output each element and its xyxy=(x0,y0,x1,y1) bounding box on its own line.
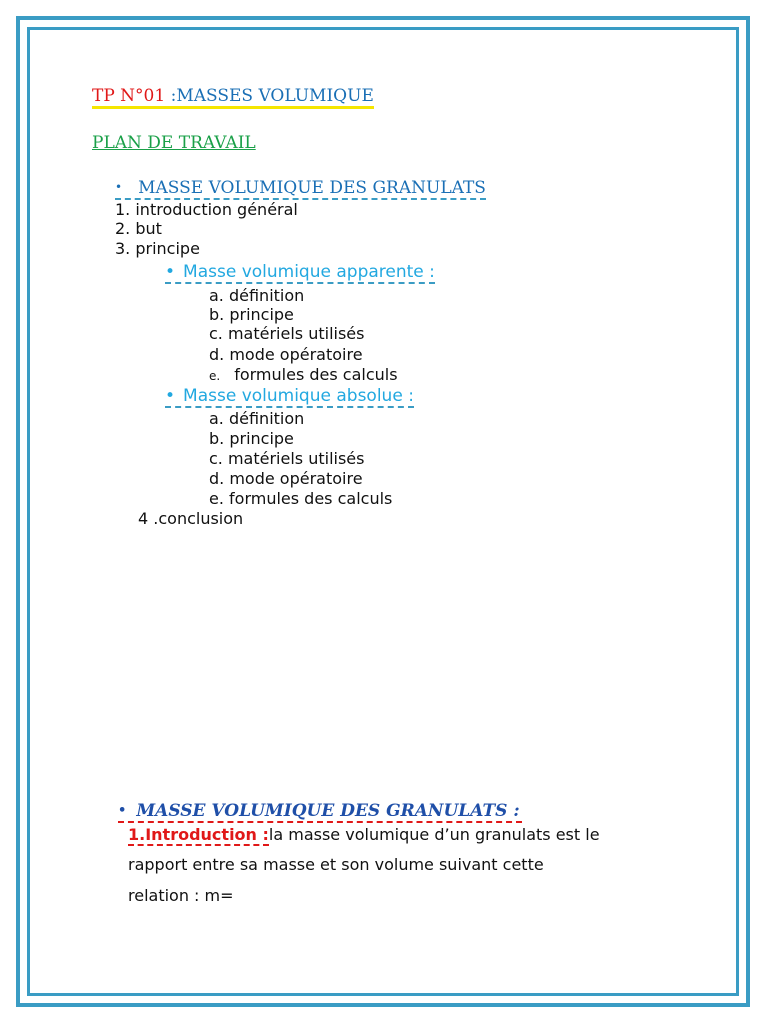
document-title xyxy=(92,86,374,106)
toc-item-1: 1. introduction général xyxy=(115,200,298,219)
apparente-item-d: d. mode opératoire xyxy=(209,345,363,364)
bullet-icon: • xyxy=(118,803,127,818)
item-e-text: formules des calculs xyxy=(234,365,398,384)
apparente-item-a: a. définition xyxy=(209,286,305,305)
absolue-item-a: a. définition xyxy=(209,409,305,428)
toc-section-title: MASSE VOLUMIQUE DES GRANULATS xyxy=(138,178,486,198)
intro-line-3: relation : m= xyxy=(128,886,234,905)
absolue-item-c: c. matériels utilisés xyxy=(209,449,365,468)
title-highlight xyxy=(92,86,374,109)
intro-text-1: la masse volumique d’un granulats est le xyxy=(268,825,600,844)
toc-item-2: 2. but xyxy=(115,219,162,238)
bullet-icon: • xyxy=(165,386,176,406)
intro-label: 1.Introduction : xyxy=(128,825,269,844)
body-section-heading xyxy=(118,801,522,823)
toc-conclusion: 4 .conclusion xyxy=(138,509,244,528)
apparente-item-e xyxy=(209,365,398,384)
absolue-heading xyxy=(165,386,414,408)
plan-heading: PLAN DE TRAVAIL xyxy=(92,133,256,153)
intro-line-1 xyxy=(128,825,600,844)
bullet-icon: • xyxy=(115,180,123,194)
apparente-heading xyxy=(165,262,435,284)
absolue-title: Masse volumique absolue : xyxy=(183,386,414,406)
absolue-item-d: d. mode opératoire xyxy=(209,469,363,488)
body-section-title: MASSE VOLUMIQUE DES GRANULATS : xyxy=(136,801,520,821)
item-e-marker: e. xyxy=(209,369,221,383)
absolue-item-e: e. formules des calculs xyxy=(209,489,393,508)
tp-title: :MASSES VOLUMIQUE xyxy=(170,86,374,106)
apparente-item-c: c. matériels utilisés xyxy=(209,324,365,343)
bullet-icon: • xyxy=(165,262,176,282)
apparente-title: Masse volumique apparente : xyxy=(183,262,435,282)
absolue-item-b: b. principe xyxy=(209,429,294,448)
intro-line-2: rapport entre sa masse et son volume suivant cette xyxy=(128,855,544,874)
tp-number: TP N°01 xyxy=(92,86,171,106)
apparente-item-b: b. principe xyxy=(209,305,294,324)
page-border-inner xyxy=(27,27,739,996)
toc-section-heading xyxy=(115,178,486,200)
toc-item-3: 3. principe xyxy=(115,239,200,258)
